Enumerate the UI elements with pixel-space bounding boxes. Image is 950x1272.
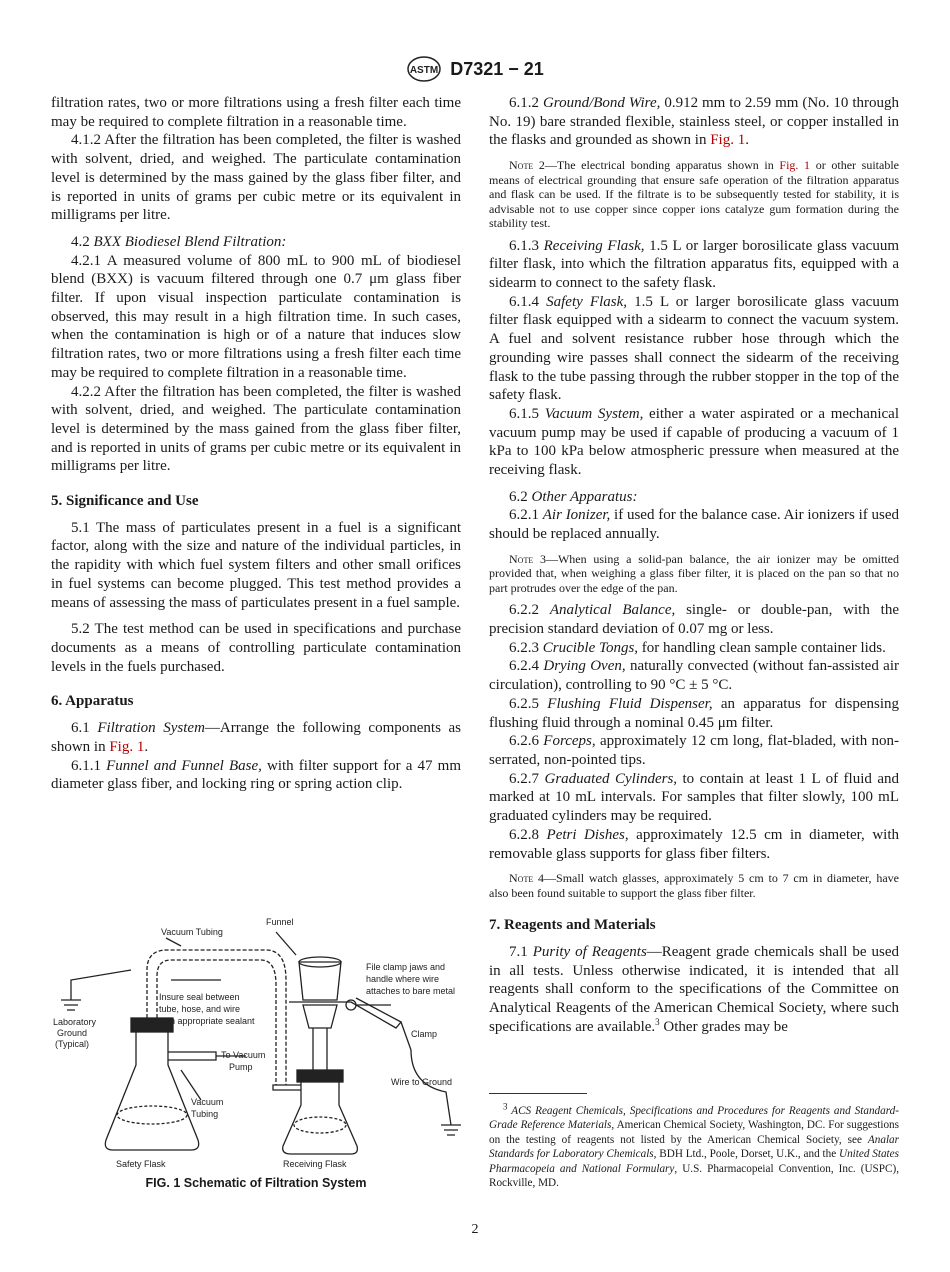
paragraph-7-1: 7.1 Purity of Reagents—Reagent grade chemicals shall be used in all tests. Unless otherwise indicated, it is intended that all reagents shall conform to the specifications of the Committee on Analytical Reagents of the American Chemical Society, where such specifications are available.$^3$ Other grades may be	[489, 943, 899, 1035]
paragraph-6-2-2: 6.2.2 Analytical Balance, single- or double-pan, with the precision standard deviation of 0.07 mg or less.	[489, 602, 899, 638]
label-insure-1: Insure seal between	[159, 992, 240, 1002]
label-insure-2: tube, hose, and wire	[159, 1004, 241, 1014]
label-vacuum-tubing-low-2: Tubing	[191, 1109, 219, 1119]
paragraph-6-2-6: 6.2.6 Forceps, approximately 12 cm long, flat-bladed, with non-serrated, non-pointed tips.	[489, 733, 899, 768]
footnote-rule	[489, 1093, 587, 1094]
label-wire-to-ground: Wire to Ground	[391, 1077, 453, 1087]
astm-logo-icon	[406, 56, 442, 82]
paragraph-6-1-2: 6.1.2 Ground/Bond Wire, 0.912 mm to 2.59 mm (No. 10 through No. 19) bare stranded flexible, stainless steel, or copper installed in the flasks and grounded as shown in Fig. 1.	[489, 95, 900, 149]
document-code: D7321 − 21	[450, 58, 544, 79]
paragraph-6-2-5: 6.2.5 Flushing Fluid Dispenser, an apparatus for dispensing flushing fluid through a nominal 0.45 μm filter.	[489, 695, 899, 731]
paragraph-6-1: 6.1 Filtration System—Arrange the following components as shown in Fig. 1.	[51, 720, 461, 755]
note-3: Note 3—When using a solid-pan balance, the air ionizer may be omitted provided that, when weighing a glass fiber filter, it is placed on the pan so that no part protrudes over the edge of the pan.	[489, 551, 900, 595]
paragraph-6-2-4: 6.2.4 Drying Oven, naturally convected (without fan-assisted air circulation), controlling to 90 °C ± 5 °C.	[489, 658, 899, 694]
label-lab-ground-3: (Typical)	[55, 1039, 90, 1049]
label-file-clamp-3: attaches to bare metal	[366, 986, 456, 996]
figure-caption: FIG. 1 Schematic of Filtration System	[145, 1176, 367, 1190]
label-insure-3: with appropriate sealant	[159, 1016, 255, 1026]
page-header	[0, 56, 950, 82]
paragraph-6-2-1: 6.2.1 Air Ionizer, if used for the balance case. Air ionizers if used should be replaced annually.	[489, 507, 900, 543]
paragraph-4-1-2: 4.1.2 After the filtration has been completed, the filter is washed with solvent, dried, and weighed. The particulate contamination level is determined by the mass gained by the glass fiber filter, and is reported in units of grams per cubic metre or its equivalent in milligrams per litre.	[51, 132, 461, 224]
paragraph-4-2-2: 4.2.2 After the filtration has been completed, the filter is washed with solvent, dried, and weighed. The particulate contamination level is determined by the mass gained from the glass fiber filter, and is reported in units of grams per cubic metre or its equivalent in milligrams per litre.	[51, 383, 461, 475]
paragraph-6-1-1: 6.1.1 Funnel and Funnel Base, with filter support for a 47 mm diameter glass fiber, and locking ring or spring action clip.	[51, 757, 462, 793]
safety-flask-shape	[105, 1030, 198, 1150]
right-column	[489, 94, 899, 1036]
fig-1-link[interactable]: Fig. 1	[779, 158, 811, 173]
section-heading-5: 5. Significance and Use	[51, 493, 199, 510]
funnel-shape	[299, 962, 341, 1000]
label-to-vacuum-2: Pump	[229, 1062, 253, 1072]
label-lab-ground-1: Laboratory	[53, 1017, 97, 1027]
label-safety-flask: Safety Flask	[116, 1159, 166, 1169]
footnote-ref-3[interactable]: 3	[655, 1016, 660, 1027]
paragraph-6-1-3: 6.1.3 Receiving Flask, 1.5 L or larger borosilicate glass vacuum filter flask, into which the filtration apparatus fits, equipped with a sidearm to connect to the safety flask.	[489, 237, 899, 292]
section-heading-6: 6. Apparatus	[51, 693, 134, 710]
paragraph-5-2: 5.2 The test method can be used in specifications and purchase documents as a means of controlling particulate contamination levels in the fuels purchased.	[51, 621, 461, 675]
paragraph-6-1-5: 6.1.5 Vacuum System, either a water aspirated or a mechanical vacuum pump may be used if capable of producing a vacuum of 1 kPa to 100 kPa below atmospheric pressure when measured at the receiving flask.	[489, 405, 899, 479]
label-receiving-flask: Receiving Flask	[283, 1159, 347, 1169]
label-vacuum-tubing-top: Vacuum Tubing	[161, 927, 223, 937]
label-funnel: Funnel	[266, 917, 294, 927]
label-to-vacuum-1: To Vacuum	[221, 1050, 266, 1060]
label-vacuum-tubing-low-1: Vacuum	[191, 1097, 224, 1107]
paragraph-continued: filtration rates, two or more filtrations using a fresh filter each time may be required to complete filtration in a reasonable time.	[51, 95, 461, 130]
note-2: Note 2—The electrical bonding apparatus shown in Fig. 1 or other suitable means of electrical grounding that ensure safe operation of the filtration apparatus and flask can be used. If the filtrate is to be subsequently tested for stability, it is advisable not to use copper since copper ions catalyze gum formation during the stability test.	[489, 158, 899, 231]
section-6-2: 6.2 Other Apparatus:	[509, 488, 638, 505]
paragraph-6-2-8: 6.2.8 Petri Dishes, approximately 12.5 cm in diameter, with removable glass supports for glass fiber filters.	[489, 826, 899, 862]
fig-1-link[interactable]: Fig. 1	[710, 132, 746, 149]
left-column	[51, 94, 461, 794]
label-file-clamp-1: File clamp jaws and	[366, 962, 446, 972]
note-4: Note 4—Small watch glasses, approximately 5 cm to 7 cm in diameter, have also been found suitable to support the glass fiber filter.	[489, 871, 899, 900]
fig-1-link[interactable]: Fig. 1	[109, 738, 145, 755]
paragraph-4-2-1: 4.2.1 A measured volume of 800 mL to 900 mL of biodiesel blend (BXX) is vacuum filtered through one 0.7 μm glass fiber filter. If upon visual inspection particulate contamination is observed, this may result in a high filtration time. In such cases, when the contamination is high or of a nature that induces slow filtration rates, two or more filtrations using a fresh filter each time may be required to complete filtration in a reasonable time.	[51, 252, 461, 381]
svg-text:ASTM: ASTM	[410, 65, 439, 76]
paragraph-6-2-7: 6.2.7 Graduated Cylinders, to contain at least 1 L of fluid and marked at 10 mL intervals. For samples that filter slowly, 100 mL graduated cylinders may be required.	[489, 770, 899, 825]
footnote-3: $^3$ ACS Reagent Chemicals, Specifications and Procedures for Reagents and Standard-Grade Reference Materials, American Chemical Society, Washington, DC. For suggestions on the testing of reagents not listed by the American Chemical Society, see Analar Standards for Laboratory Chemicals, BDH Ltd., Poole, Dorset, U.K., and the United States Pharmacopeia and National Formulary, U.S. Pharmacopeial Convention, Inc. (USPC), Rockville, MD.	[489, 1101, 899, 1190]
paragraph-6-2-3: 6.2.3 Crucible Tongs, for handling clean sample container lids.	[509, 639, 886, 656]
paragraph-5-1: 5.1 The mass of particulates present in a fuel is a significant factor, along with the size and nature of the individual particles, in the rapidity with which fuel system filters and other small orifices in fuel systems can become plugged. This test method provides a means of assessing the mass of particulates present in a fuel sample.	[51, 519, 461, 611]
label-clamp: Clamp	[411, 1029, 438, 1039]
paragraph-6-1-4: 6.1.4 Safety Flask, 1.5 L or larger borosilicate glass vacuum filter flask equipped with a sidearm to connect the vacuum system. A fuel and solvent resistance rubber hose through which the grounding wire passes shall connect the sidearm of the receiving flask to the tube passing through the rubber stopper in the top of the safety flask.	[489, 293, 899, 404]
section-heading-7: 7. Reagents and Materials	[489, 917, 656, 934]
section-4-2: 4.2 BXX Biodiesel Blend Filtration:	[71, 233, 287, 250]
label-file-clamp-2: handle where wire	[366, 974, 440, 984]
page-number: 2	[471, 1222, 479, 1237]
label-lab-ground-2: Ground	[57, 1028, 88, 1038]
filtration-schematic	[51, 910, 461, 1170]
